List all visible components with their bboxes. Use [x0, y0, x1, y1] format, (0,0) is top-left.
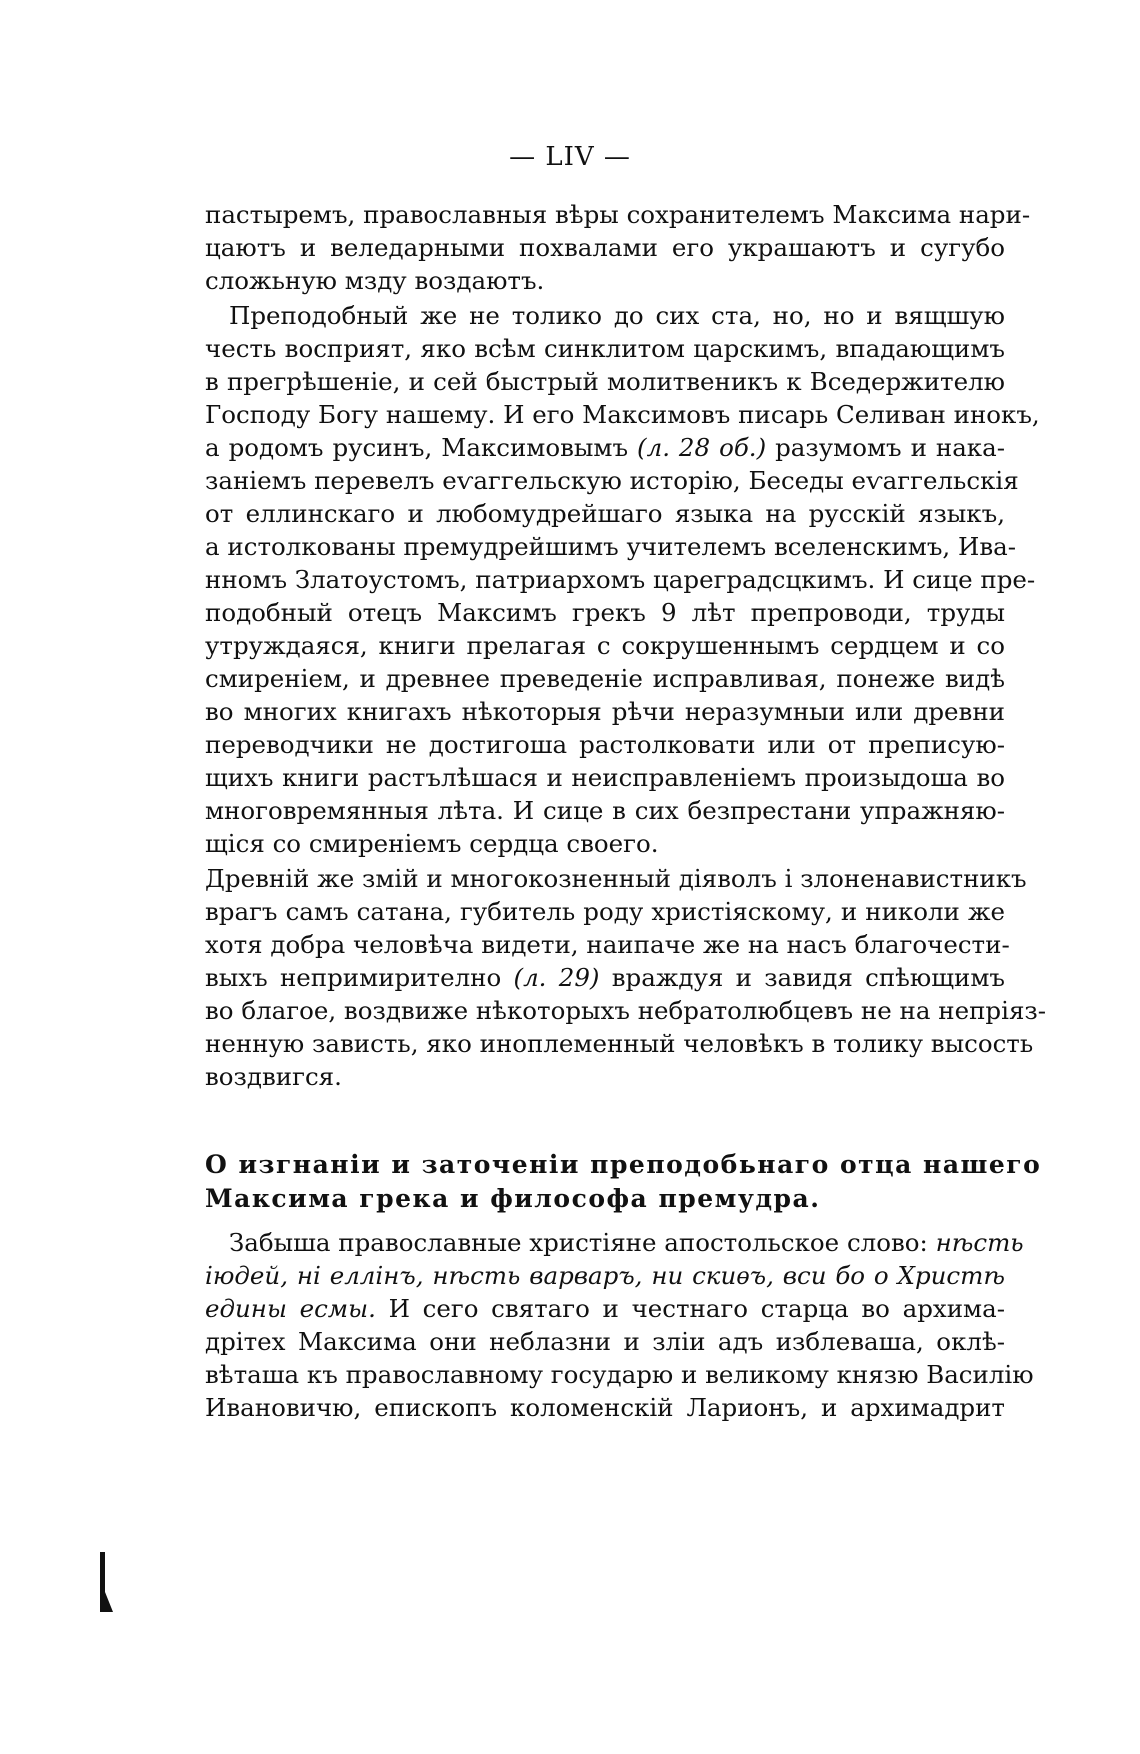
line-text: а родомъ русинъ, Максимовымъ [205, 433, 629, 462]
line-text: выхъ непримирително [205, 963, 502, 992]
scripture-quote-line: іюдей, ні еллінъ, нѣсть варваръ, ни скиѳъ, вси бо о Христѣ [205, 1261, 1005, 1290]
text-line: смиреніем, и древнее преведеніе исправливая, понеже видѣ [205, 664, 1005, 693]
text-line: подобный отецъ Максимъ грекъ 9 лѣт препроводи, труды [205, 598, 1005, 627]
text-line: а истолкованы премудрейшимъ учителемъ вселенскимъ, Ива- [205, 532, 1017, 561]
text-line: щихъ книги растълѣшася и неисправленіемъ произыдоша во [205, 763, 1005, 792]
text-line: во благое, воздвиже нѣкоторыхъ небратолюбцевъ не на непріяз- [205, 996, 1047, 1025]
main-text [205, 198, 1047, 1093]
heading-line: Максима грека и философа премудра. [205, 1184, 821, 1213]
text-line: ненную зависть, яко иноплеменный человѣкъ в толику высость [205, 1029, 1034, 1058]
text-line: щіся со смиреніемъ сердца своего. [205, 829, 659, 858]
text-line: хотя добра человѣча видети, наипаче же на насъ благочести- [205, 930, 1010, 959]
text-line: нномъ Златоустомъ, патриархомъ цареградсцкимъ. И сице пре- [205, 565, 1036, 594]
text-line: Древній же змій и многокозненный діяволъ і злоненавистникъ [205, 864, 1027, 893]
text-line: сложьную мзду воздаютъ. [205, 266, 545, 295]
text-line: честь восприят, яко всѣм синклитом царскимъ, впадающимъ [205, 334, 1005, 363]
paragraph-1 [205, 198, 1031, 297]
paragraph-3 [205, 862, 1047, 1093]
line-text: враждуя и завидя спѣющимъ [611, 963, 1005, 992]
line-text: разумомъ и нака- [775, 433, 1005, 462]
text-line: цаютъ и веледарными похвалами его украшаютъ и сугубо [205, 233, 1005, 262]
text-line: Ивановичю, епископъ коломенскій Ларионъ, и архимадрит [205, 1393, 1005, 1422]
text-line: во многих книгахъ нѣкоторыя рѣчи неразумныи или древни [205, 697, 1005, 726]
folio-reference: (л. 28 об.) [637, 433, 767, 462]
text-line [205, 1292, 1005, 1325]
text-line: утруждаяся, книги прелагая с сокрушеннымъ сердцем и со [205, 631, 1005, 660]
scripture-quote: едины есмы. [205, 1294, 376, 1323]
text-line: вѣташа къ православному государю и великому князю Василію [205, 1360, 1034, 1389]
text-line: переводчики не достигоша растолковати или от преписую- [205, 730, 1005, 759]
paragraph-2 [205, 299, 1040, 860]
section-heading [205, 1148, 1042, 1216]
line-text: И сего святаго и честнаго старца во архима- [388, 1294, 1005, 1323]
heading-line: О изгнаніи и заточеніи преподобьнаго отца нашего [205, 1150, 1042, 1179]
text-line: врагъ самъ сатана, губитель роду христіяскому, и николи же [205, 897, 1005, 926]
text-line: воздвигся. [205, 1062, 342, 1091]
text-line [205, 1226, 1024, 1259]
page-number: — LIV — [509, 142, 631, 172]
text-line-with-folio [205, 431, 1005, 464]
text-line: многовремянныя лѣта. И сице в сих безпрестани упражняю- [205, 796, 1005, 825]
text-line: заніемъ перевелъ еѵаггельскую исторію, Беседы еѵаггельскія [205, 466, 1019, 495]
scan-artifact-mark [97, 1552, 113, 1612]
text-line: от еллинскаго и любомудрейшаго языка на русскій языкъ, [205, 499, 1005, 528]
text-line: Господу Богу нашему. И его Максимовъ писарь Селиван инокъ, [205, 400, 1040, 429]
scripture-quote: нѣсть [935, 1228, 1024, 1257]
text-line: дрітех Максима они неблазни и зліи адъ изблеваша, оклѣ- [205, 1327, 1005, 1356]
text-line-with-folio [205, 961, 1005, 994]
text-line: в прегрѣшеніе, и сей быстрый молитвеникъ к Вседержителю [205, 367, 1005, 396]
line-text: Забыша православные христіяне апостольское слово: [229, 1228, 928, 1257]
text-line: пастыремъ, православныя вѣры сохранителемъ Максима нари- [205, 200, 1031, 229]
section-text [205, 1226, 1034, 1424]
text-line: Преподобный же не толико до сих ста, но, но и вящшую [229, 301, 1005, 330]
folio-reference: (л. 29) [513, 963, 600, 992]
